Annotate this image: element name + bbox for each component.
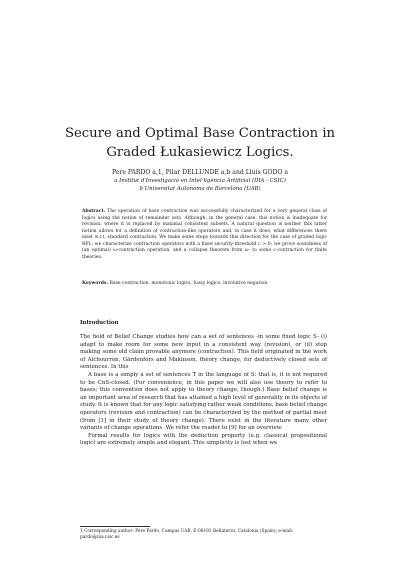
abstract-text: The operation of base contraction was successfully characterized for a very general class of logics using the notion of remainder sets. Although, in the general case, this notion is inadequate for revision, where it is replaced by maximal consistent subsets. A natural question is neither this latter notion allows for a definition of contraction-like operators and, in case it does, what differences there exist w.r.t. standard contraction. We make some steps towards this direction for the case of graded logic RPL: we characterize contraction operators with a fixed security-threshold c > 0; we prove soundness of (an optimal) ω-contraction operation, and a collapse theorem from ω- to some c-contraction for finite theories. bbox=[82, 209, 327, 260]
abstract bbox=[82, 209, 327, 261]
affiliation-a: a Institut d'Investigació en Intel·ligència Artificial (IIIA - CSIC) bbox=[114, 178, 286, 184]
keywords bbox=[82, 281, 327, 288]
section-heading: Introduction bbox=[80, 320, 119, 326]
affiliation-b: b Universitat Autònoma de Barcelona (UAB) bbox=[139, 185, 261, 192]
footnote-rule bbox=[80, 526, 150, 527]
body-text bbox=[80, 334, 327, 448]
footnote: 1 Corresponding author: Pere Pardo, Campus UAB, E-08193 Bellaterra, Catalonia (Spain); e-mail: pardo@iiia.csic.es bbox=[80, 529, 294, 540]
paragraph: A base is a simply a set of sentences T in the language of S: that is, it is not required to be CnS-closed. (For convenience, in this paper we will also use theory to refer to bases; this convention does not apply to theory change, though.) Base belief change is an important area of research that has attained a high level of generality in its objects of study. It is known that for any logic satisfying rather weak conditions, base belief change operators (revision and contraction) can be characterized by the method of partial meet (from [1] in their study of theory change). There exist in the literature many other variants of change operations. We refer the reader to [9] for an overview. bbox=[80, 371, 327, 432]
keywords-label: Keywords. bbox=[82, 281, 109, 286]
paragraph: Formal results for logics with the deduction property (e.g. classical propositional logic) are extremely simple and elegant. This simplicity is lost when we bbox=[80, 432, 327, 447]
affiliations bbox=[50, 178, 350, 193]
paper-title: Secure and Optimal Base Contraction in Graded Łukasiewicz Logics. bbox=[64, 126, 336, 160]
keywords-text: Base contraction, monotonic logics, fuzzy logics, involutive negation bbox=[109, 281, 268, 286]
author-list: Pere PARDO a,1, Pilar DELLUNDE a,b and Lluís GODO a bbox=[112, 169, 288, 176]
abstract-label: Abstract. bbox=[82, 209, 106, 214]
paragraph: The field of Belief Change studies how can a set of sentences -in some fixed logic S- (i) adapt to make room for some new input in a consistent way (revision), or (ii) stop making some old claim provable anymore (contraction). This field originated in the work of Alchourrón, Gärdenfors and Makinson, theory change, for deductively closed sets of sentences. In this bbox=[80, 334, 327, 371]
